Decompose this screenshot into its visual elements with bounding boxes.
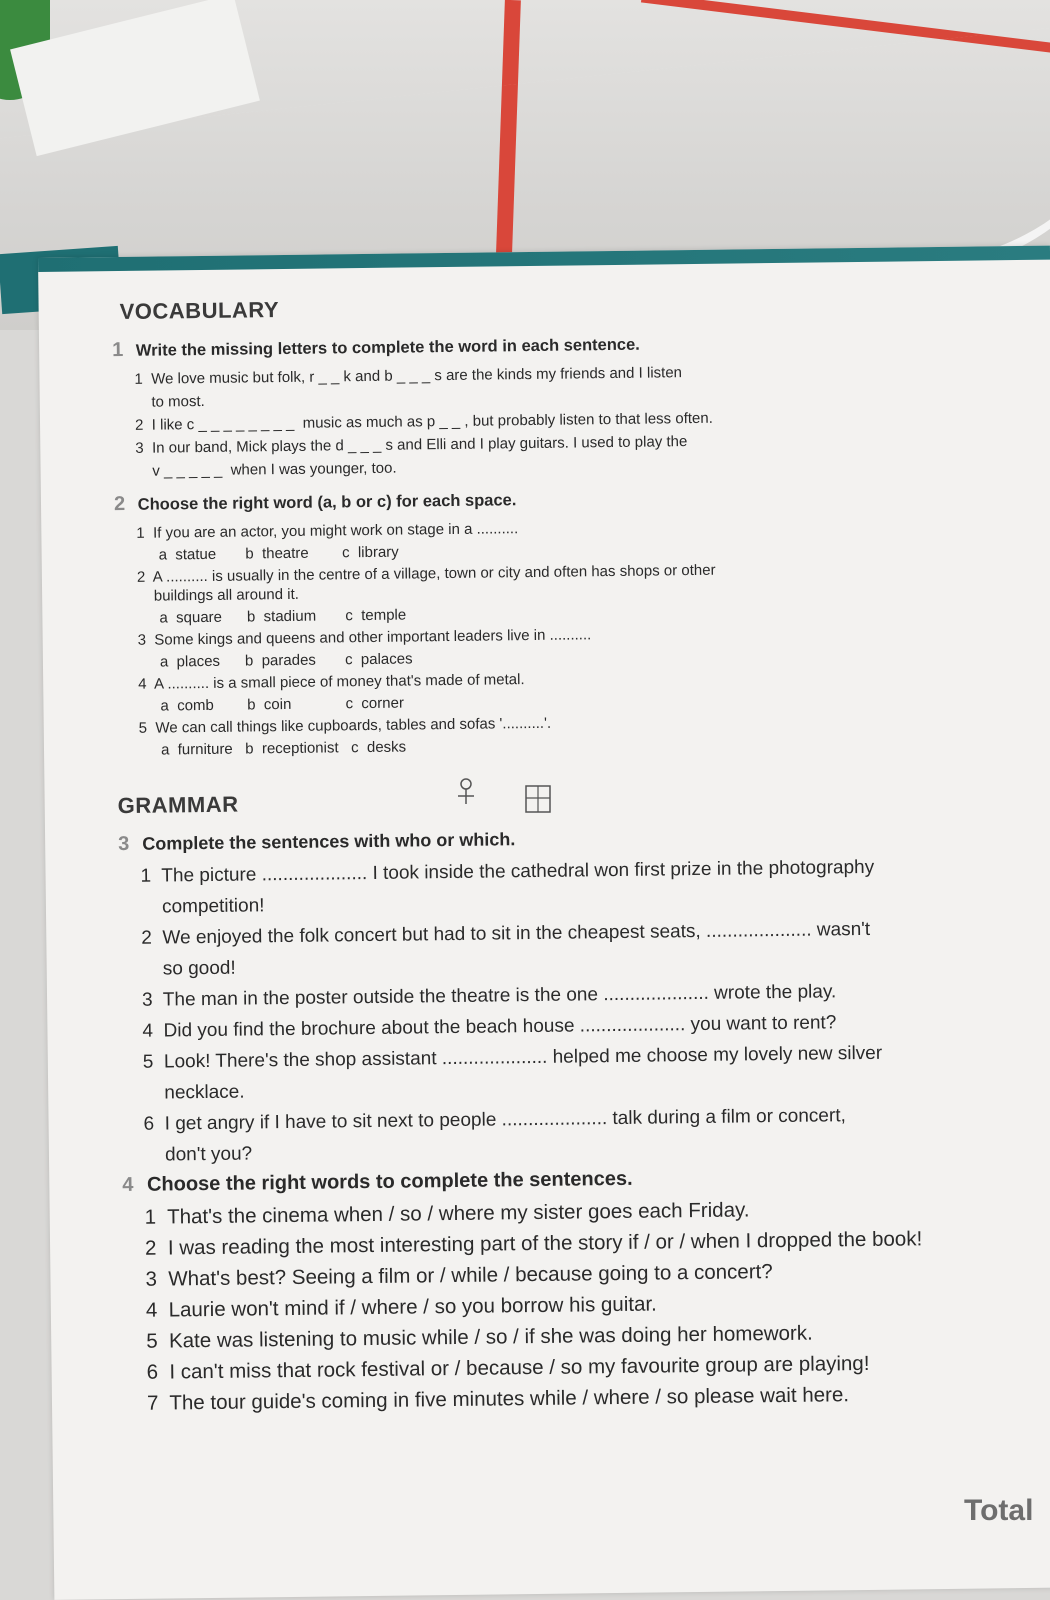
exercise-4-heading [122, 1163, 1034, 1197]
exercise-3-heading [118, 822, 1030, 856]
ex4-line: 3 What's best? Seeing a film or / while / because going to a concert? [145, 1260, 773, 1291]
ex3-line: competition! [140, 895, 265, 918]
exercise-1-heading [112, 328, 1024, 362]
ex3-line: 1 The picture .................... I took inside the cathedral won first prize in the photography [140, 856, 875, 887]
ex2-question: 2 A .......... is usually in the centre of a village, town or city and often has shops or other buildings all around it. [136, 561, 716, 605]
ex4-line: 1 That's the cinema when / so / where my sister goes each Friday. [144, 1198, 750, 1229]
ex2-options: a comb b coin c corner [160, 694, 404, 715]
exercise-2-heading [114, 482, 1026, 516]
worksheet-page [38, 246, 1050, 1600]
ex2-question: 5 We can call things like cupboards, tables and sofas '..........'. [138, 714, 552, 737]
exercise-number: 1 [111, 338, 124, 362]
ex3-line: so good! [141, 957, 236, 980]
pencil-doodle [456, 776, 576, 816]
ex3-line: don't you? [143, 1143, 253, 1166]
exercise-instruction: Choose the right words to complete the sentences. [146, 1167, 633, 1196]
ex1-line: 2 I like c _ _ _ _ _ _ _ _ music as much as p _ _ , but probably listen to that less often. [134, 409, 713, 434]
exercise-number: 2 [113, 492, 126, 516]
ex4-line: 5 Kate was listening to music while / so / if she was doing her homework. [146, 1321, 813, 1353]
ex2-options: a square b stadium c temple [159, 606, 407, 627]
grammar-heading: GRAMMAR [117, 791, 239, 819]
ex3-line: necklace. [143, 1081, 245, 1104]
ex4-line: 6 I can't miss that rock festival or / because / so my favourite group are playing! [146, 1351, 870, 1384]
ex3-line: 5 Look! There's the shop assistant .................... helped me choose my lovely new silver [142, 1042, 883, 1073]
ex2-options: a statue b theatre c library [158, 543, 399, 564]
ex1-line: 1 We love music but folk, r _ _ k and b _ _ _ s are the kinds my friends and I listen [134, 364, 683, 388]
ex4-line: 7 The tour guide's coming in five minutes while / where / so please wait here. [146, 1383, 850, 1415]
ex3-line: 3 The man in the poster outside the theatre is the one .................... wrote the play. [141, 981, 837, 1011]
ex1-line: to most. [134, 392, 205, 411]
ex3-line: 2 We enjoyed the folk concert but had to sit in the cheapest seats, .................... wasn't [141, 918, 871, 949]
exercise-number: 4 [122, 1173, 134, 1197]
ex2-question: 1 If you are an actor, you might work on stage in a .......... [136, 520, 519, 542]
ex2-question: 4 A .......... is a small piece of money that's made of metal. [138, 671, 525, 693]
ex3-line: 4 Did you find the brochure about the beach house .................... you want to rent? [142, 1012, 837, 1042]
exercise-instruction: Choose the right word (a, b or c) for each space. [137, 491, 517, 514]
ex1-line: v _ _ _ _ _ when I was younger, too. [135, 459, 397, 480]
ex1-line: 3 In our band, Mick plays the d _ _ _ s and Elli and I play guitars. I used to play the [135, 433, 688, 457]
ex2-options: a places b parades c palaces [159, 650, 413, 671]
ex2-options: a furniture b receptionist c desks [160, 738, 407, 759]
exercise-instruction: Complete the sentences with who or which. [142, 829, 516, 854]
ex3-line: 6 I get angry if I have to sit next to people .................... talk during a film or concert, [143, 1105, 846, 1135]
ex2-question: 3 Some kings and queens and other important leaders live in .......... [137, 626, 592, 649]
total-label: Total [964, 1494, 1034, 1527]
ex4-line: 4 Laurie won't mind if / where / so you borrow his guitar. [145, 1292, 657, 1322]
exercise-number: 3 [118, 832, 130, 856]
vocabulary-heading: VOCABULARY [119, 297, 280, 325]
worksheet-content [111, 288, 1038, 1422]
ex4-line: 2 I was reading the most interesting part of the story if / or / when I dropped the book! [144, 1227, 923, 1260]
exercise-instruction: Write the missing letters to complete the word in each sentence. [135, 335, 640, 360]
